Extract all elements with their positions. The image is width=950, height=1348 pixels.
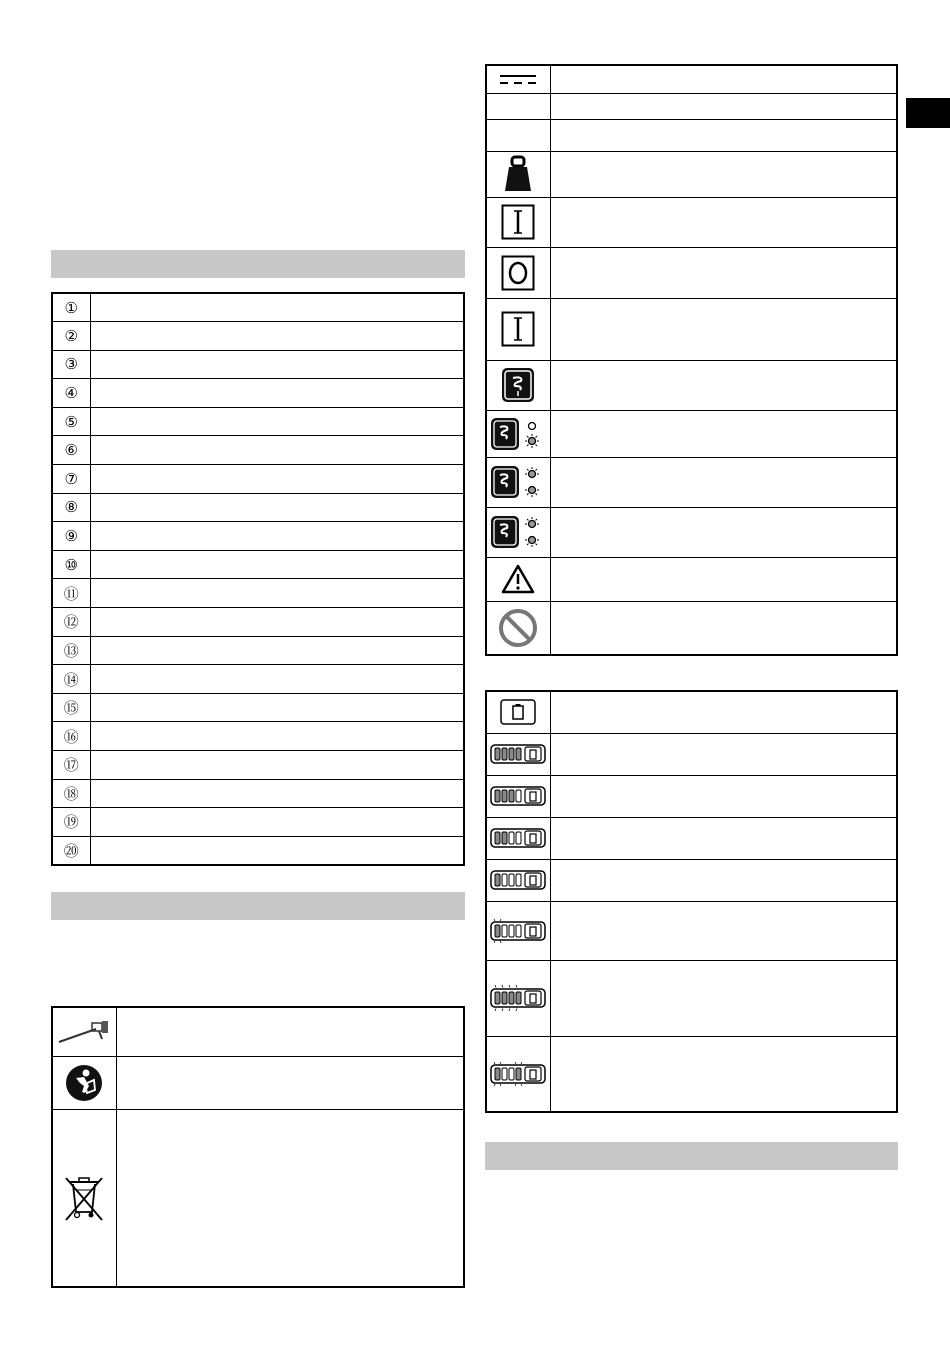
part-description bbox=[90, 293, 464, 322]
parts-row bbox=[52, 608, 464, 637]
part-description bbox=[90, 779, 464, 808]
tool-symbol-desc bbox=[116, 1109, 464, 1287]
part-description bbox=[90, 636, 464, 665]
symbol-desc bbox=[550, 360, 897, 410]
part-number: ⑪ bbox=[52, 579, 90, 608]
part-number: ⑧ bbox=[52, 493, 90, 522]
tool-symbol-desc bbox=[116, 1007, 464, 1056]
symbol-desc bbox=[550, 119, 897, 151]
battery-symbol-cell bbox=[486, 817, 550, 859]
part-description bbox=[90, 407, 464, 436]
battery-symbol-cell bbox=[486, 775, 550, 817]
battery-blink-1-icon bbox=[490, 918, 546, 944]
battery-symbol-cell bbox=[486, 733, 550, 775]
parts-row bbox=[52, 751, 464, 780]
section-tab-marker bbox=[906, 98, 950, 128]
battery-desc bbox=[550, 817, 897, 859]
symbol-desc bbox=[550, 93, 897, 119]
parts-row bbox=[52, 579, 464, 608]
part-number: ② bbox=[52, 322, 90, 351]
tool-symbol-cell bbox=[52, 1056, 116, 1109]
symbol-cell bbox=[486, 457, 550, 507]
battery-desc bbox=[550, 859, 897, 901]
battery-desc bbox=[550, 733, 897, 775]
part-number: ⑦ bbox=[52, 465, 90, 494]
part-number: ⑫ bbox=[52, 608, 90, 637]
symbol-desc bbox=[550, 247, 897, 298]
battery-level-1-icon bbox=[490, 869, 546, 891]
dc-current-icon bbox=[498, 72, 538, 86]
symbol-desc bbox=[550, 197, 897, 247]
parts-row bbox=[52, 379, 464, 408]
part-description bbox=[90, 379, 464, 408]
part-description bbox=[90, 350, 464, 379]
parts-row bbox=[52, 722, 464, 751]
symbol-desc bbox=[550, 507, 897, 557]
part-number: ⑲ bbox=[52, 808, 90, 837]
symbol-cell bbox=[486, 151, 550, 197]
symbol-cell bbox=[486, 93, 550, 119]
part-number: ⑭ bbox=[52, 665, 90, 694]
part-description bbox=[90, 550, 464, 579]
symbol-desc bbox=[550, 601, 897, 655]
warning-triangle-icon bbox=[501, 564, 535, 594]
tool-symbol-cell bbox=[52, 1007, 116, 1056]
parts-row bbox=[52, 465, 464, 494]
parts-row bbox=[52, 665, 464, 694]
battery-desc bbox=[550, 901, 897, 960]
tool-symbols-table bbox=[51, 1006, 465, 1288]
battery-level-3-icon bbox=[490, 785, 546, 807]
tool-symbol-desc bbox=[116, 1056, 464, 1109]
part-number: ⑤ bbox=[52, 407, 90, 436]
symbol-desc bbox=[550, 457, 897, 507]
parts-row bbox=[52, 808, 464, 837]
part-description bbox=[90, 322, 464, 351]
parts-row bbox=[52, 436, 464, 465]
symbol-desc bbox=[550, 298, 897, 360]
drill-mode-led-2-icon bbox=[490, 464, 546, 500]
symbol-cell bbox=[486, 601, 550, 655]
battery-level-2-icon bbox=[490, 827, 546, 849]
battery-symbol-cell bbox=[486, 960, 550, 1036]
part-description bbox=[90, 436, 464, 465]
symbol-cell bbox=[486, 298, 550, 360]
part-number: ⑨ bbox=[52, 522, 90, 551]
part-description bbox=[90, 836, 464, 865]
battery-level-4-icon bbox=[490, 743, 546, 765]
symbol-cell bbox=[486, 557, 550, 601]
prohibited-icon bbox=[497, 607, 539, 649]
symbol-desc bbox=[550, 557, 897, 601]
part-number: ⑥ bbox=[52, 436, 90, 465]
weee-bin-icon bbox=[62, 1174, 106, 1222]
battery-blink-alt-icon bbox=[490, 1061, 546, 1087]
battery-icon bbox=[500, 699, 536, 725]
part-description bbox=[90, 522, 464, 551]
battery-table bbox=[485, 690, 898, 1113]
part-number: ④ bbox=[52, 379, 90, 408]
parts-table bbox=[51, 292, 465, 866]
drill-mode-led-1-icon bbox=[490, 416, 546, 452]
part-number: ⑩ bbox=[52, 550, 90, 579]
parts-row bbox=[52, 636, 464, 665]
parts-row bbox=[52, 407, 464, 436]
part-description bbox=[90, 693, 464, 722]
read-manual-icon bbox=[65, 1064, 103, 1102]
drill-mode-led-3-icon bbox=[490, 514, 546, 550]
part-description bbox=[90, 751, 464, 780]
part-number: ⑮ bbox=[52, 693, 90, 722]
part-description bbox=[90, 665, 464, 694]
battery-symbol-cell bbox=[486, 901, 550, 960]
part-number: ⑬ bbox=[52, 636, 90, 665]
symbol-desc bbox=[550, 151, 897, 197]
part-description bbox=[90, 608, 464, 637]
battery-desc bbox=[550, 1036, 897, 1112]
section-header-bar-1 bbox=[51, 250, 465, 278]
tool-symbol-cell bbox=[52, 1109, 116, 1287]
battery-desc bbox=[550, 775, 897, 817]
symbol-cell bbox=[486, 197, 550, 247]
part-description bbox=[90, 808, 464, 837]
parts-row bbox=[52, 779, 464, 808]
parts-row bbox=[52, 350, 464, 379]
battery-symbol-cell bbox=[486, 691, 550, 733]
parts-row bbox=[52, 522, 464, 551]
symbol-cell bbox=[486, 507, 550, 557]
symbol-cell bbox=[486, 360, 550, 410]
part-description bbox=[90, 493, 464, 522]
switch-on-icon bbox=[501, 204, 535, 240]
symbol-cell bbox=[486, 65, 550, 93]
part-number: ⑳ bbox=[52, 836, 90, 865]
parts-row bbox=[52, 493, 464, 522]
part-number: ⑰ bbox=[52, 751, 90, 780]
switch-on-icon bbox=[501, 311, 535, 347]
part-number: ③ bbox=[52, 350, 90, 379]
symbol-desc bbox=[550, 65, 897, 93]
tool-icon bbox=[56, 1017, 112, 1047]
battery-desc bbox=[550, 691, 897, 733]
symbol-desc bbox=[550, 410, 897, 457]
parts-row bbox=[52, 693, 464, 722]
symbols-table bbox=[485, 64, 898, 656]
part-number: ⑱ bbox=[52, 779, 90, 808]
drill-mode-icon bbox=[501, 367, 535, 403]
switch-off-icon bbox=[501, 255, 535, 291]
section-header-bar-2 bbox=[51, 892, 465, 920]
parts-row bbox=[52, 322, 464, 351]
part-number: ⑯ bbox=[52, 722, 90, 751]
battery-desc bbox=[550, 960, 897, 1036]
battery-blink-all-icon bbox=[490, 985, 546, 1011]
symbol-cell bbox=[486, 247, 550, 298]
parts-row bbox=[52, 293, 464, 322]
part-description bbox=[90, 465, 464, 494]
battery-symbol-cell bbox=[486, 859, 550, 901]
part-number: ① bbox=[52, 293, 90, 322]
parts-row bbox=[52, 550, 464, 579]
battery-symbol-cell bbox=[486, 1036, 550, 1112]
part-description bbox=[90, 579, 464, 608]
symbol-cell bbox=[486, 119, 550, 151]
part-description bbox=[90, 722, 464, 751]
weight-icon bbox=[503, 155, 533, 193]
symbol-cell bbox=[486, 410, 550, 457]
section-header-bar-3 bbox=[485, 1142, 898, 1170]
parts-row bbox=[52, 836, 464, 865]
